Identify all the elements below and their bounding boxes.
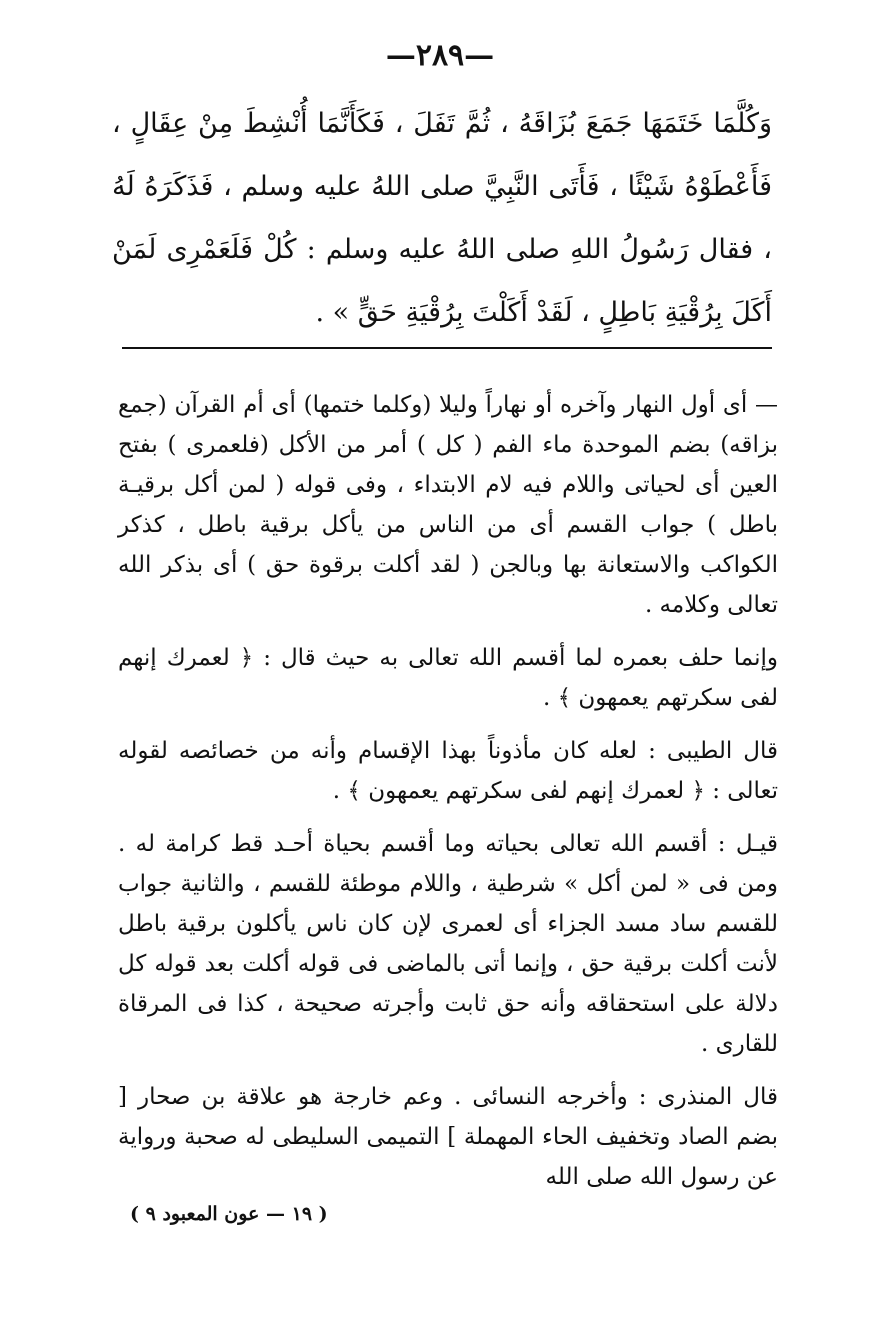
- commentary-paragraph-1: — أى أول النهار وآخره أو نهاراً وليلا (وكلما ختمها) أى أم القرآن (جمع بزاقه) بضم الموحدة ماء الفم ( كل ) أمر من الأكل (فلعمرى ) بفتح العين أى لحياتى واللام فيه لام الابتداء ، وفى قوله ( لمن أكل برقيـة باطل ) جواب القسم أى من الناس من يأكل برقية باطل ، كذكر الكواكب والاستعانة بها وبالجن ( لقد أكلت برقوة حق ) أى بذكر الله تعالى وكلامه .: [118, 392, 778, 618]
- commentary-section: [118, 385, 778, 1210]
- commentary-paragraph-2: وإنما حلف بعمره لما أقسم الله تعالى به حيث قال : ﴿ لعمرك إنهم لفى سكرتهم يعمهون ﴾ .: [118, 645, 778, 711]
- separator-rule: [122, 347, 772, 349]
- hadith-text: وَكُلَّمَا خَتَمَهَا جَمَعَ بُزَاقَهُ ، ثُمَّ تَفَلَ ، فَكَأَنَّمَا أُنْشِطَ مِنْ عِقَالٍ ، فَأَعْطَوْهُ شَيْئًا ، فَأَتَى النَّبِيَّ صلى اللهُ عليه وسلم ، فَذَكَرَهُ لَهُ ، فقال رَسُولُ اللهِ صلى اللهُ عليه وسلم : كُلْ فَلَعَمْرِى لَمَنْ أَكَلَ بِرُقْيَةِ بَاطِلٍ ، لَقَدْ أَكَلْتَ بِرُقْيَةِ حَقٍّ » .: [112, 108, 773, 328]
- printer-signature: ( ١٩ — عون المعبود ٩ ): [130, 1203, 328, 1225]
- commentary-paragraph-5: قال المنذرى : وأخرجه النسائى . وعم خارجة هو علاقة بن صحار [ بضم الصاد وتخفيف الحاء المهملة ] التميمى السليطى له صحبة ورواية عن رسول الله صلى الله: [118, 1084, 778, 1190]
- commentary-paragraph-3: قال الطيبى : لعله كان مأذوناً بهذا الإقسام وأنه من خصائصه لقوله تعالى : ﴿ لعمرك إنهم لفى سكرتهم يعمهون ﴾ .: [118, 738, 778, 804]
- page-number: —٢٨٩—: [385, 38, 495, 73]
- commentary-paragraph-4: قيـل : أقسم الله تعالى بحياته وما أقسم بحياة أحـد قط كرامة له . ومن فى « لمن أكل » شرطية ، واللام موطئة للقسم ، والثانية جواب للقسم ساد مسد الجزاء أى لعمرى لإن كان ناس يأكلون برقية باطل لأنت أكلت برقية حق ، وإنما أتى بالماضى فى قوله أكلت بعد قوله كل دلالة على استحقاقه وأنه حق ثابت وأجرته صحيحة ، كذا فى المرقاة للقارى .: [118, 831, 778, 1057]
